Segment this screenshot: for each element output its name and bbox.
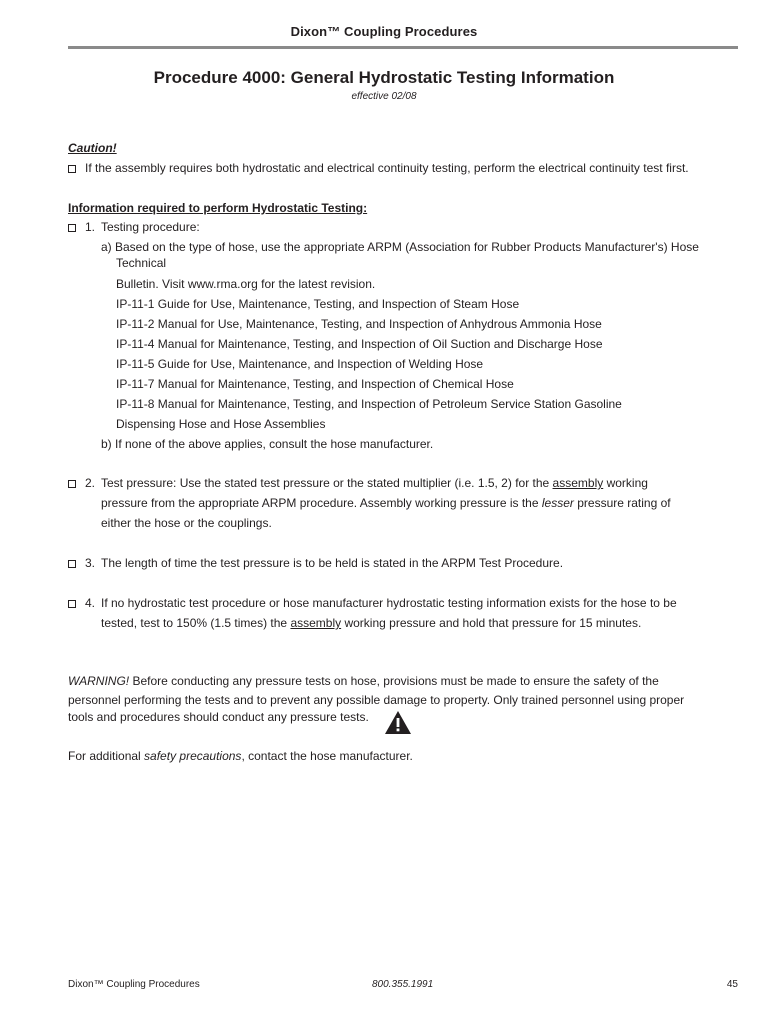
warning-line-2: personnel performing the tests and to prevent any possible damage to property. Only trained personnel using proper: [68, 693, 685, 707]
additional-note: For additional safety precautions, contact the hose manufacturer.: [68, 749, 413, 763]
caution-text: If the assembly requires both hydrostatic and electrical continuity testing, perform the electrical continuity test first.: [85, 161, 689, 175]
procedure-effective-date: effective 02/08: [351, 91, 417, 102]
info-heading: Information required to perform Hydrostatic Testing:: [68, 201, 368, 215]
item-2-line-2: pressure from the appropriate ARPM procedure. Assembly working pressure is the lesser pressure rating of: [101, 496, 671, 510]
bulletin-line: IP-11-4 Manual for Maintenance, Testing, and Inspection of Oil Suction and Discharge Hose: [116, 337, 603, 351]
page-number: 45: [726, 979, 738, 990]
warning-label: WARNING!: [68, 674, 130, 688]
item-4-line-2: tested, test to 150% (1.5 times) the assembly working pressure and hold that pressure for 15 minutes.: [101, 616, 642, 630]
item-3-text: The length of time the test pressure is to be held is stated in the ARPM Test Procedure.: [101, 556, 564, 570]
checkbox-caution[interactable]: [68, 165, 76, 173]
item-1a-line: Technical: [116, 256, 167, 270]
bulletin-line: IP-11-2 Manual for Use, Maintenance, Testing, and Inspection of Anhydrous Ammonia Hose: [116, 317, 602, 331]
item-1b: b) If none of the above applies, consult the hose manufacturer.: [101, 437, 434, 451]
item-2-line-3: either the hose or the couplings.: [101, 516, 272, 530]
warning-line-1: WARNING! Before conducting any pressure tests on hose, provisions must be made to ensure the safety of the: [68, 674, 659, 688]
header-rule: [68, 46, 738, 49]
running-header: Dixon™ Coupling Procedures: [290, 24, 478, 39]
bulletin-line: Dispensing Hose and Hose Assemblies: [116, 417, 326, 431]
item-4-line-1: If no hydrostatic test procedure or hose manufacturer hydrostatic testing information exists for the hose to be: [101, 596, 677, 610]
lesser-italic: lesser: [541, 496, 574, 510]
item-1-label: Testing procedure:: [101, 220, 200, 234]
checkbox-item-4[interactable]: [68, 600, 76, 608]
assembly-underlined: assembly: [290, 616, 342, 630]
item-3-number: 3.: [85, 556, 96, 570]
item-2-line-1: Test pressure: Use the stated test pressure or the stated multiplier (i.e. 1.5, 2) for the assembly working: [101, 476, 648, 490]
warning-triangle-icon: [384, 710, 412, 735]
item-4-number: 4.: [85, 596, 96, 610]
item-1-number: 1.: [85, 220, 96, 234]
item-1a-line: Bulletin. Visit www.rma.org for the latest revision.: [116, 277, 376, 291]
caution-heading: Caution!: [68, 141, 117, 155]
checkbox-item-1[interactable]: [68, 224, 76, 232]
footer-phone: 800.355.1991: [372, 979, 434, 990]
procedure-title: Procedure 4000: General Hydrostatic Testing Information: [153, 68, 615, 87]
bulletin-line: IP-11-5 Guide for Use, Maintenance, and Inspection of Welding Hose: [116, 357, 484, 371]
item-2-number: 2.: [85, 476, 96, 490]
item-1a-line: a) Based on the type of hose, use the appropriate ARPM (Association for Rubber Products Manufacturer's) Hose: [101, 240, 699, 254]
checkbox-item-3[interactable]: [68, 560, 76, 568]
warning-line-3: tools and procedures should conduct any pressure tests.: [68, 710, 369, 724]
bulletin-line: IP-11-7 Manual for Maintenance, Testing, and Inspection of Chemical Hose: [116, 377, 514, 391]
safety-precautions-italic: safety precautions: [144, 749, 242, 763]
bulletin-line: IP-11-8 Manual for Maintenance, Testing, and Inspection of Petroleum Service Station Gasoline: [116, 397, 622, 411]
assembly-underlined: assembly: [552, 476, 604, 490]
footer-left: Dixon™ Coupling Procedures: [68, 979, 200, 990]
bulletin-line: IP-11-1 Guide for Use, Maintenance, Testing, and Inspection of Steam Hose: [116, 297, 520, 311]
checkbox-item-2[interactable]: [68, 480, 76, 488]
